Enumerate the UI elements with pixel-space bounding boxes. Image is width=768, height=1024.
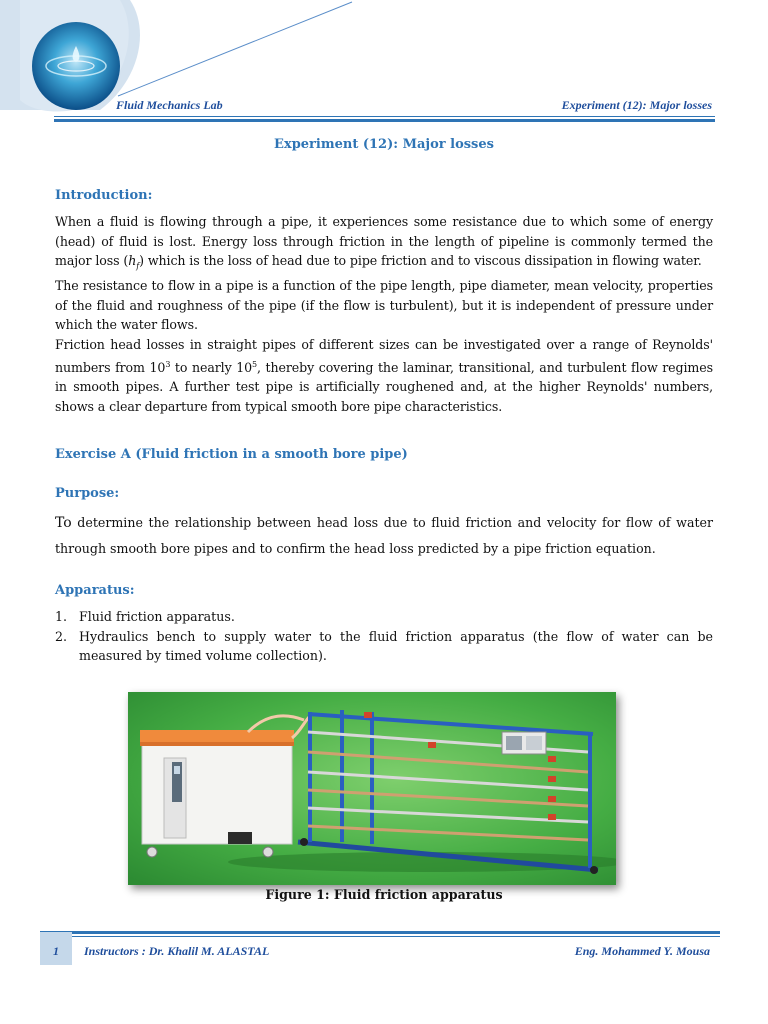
introduction-body [55, 212, 713, 417]
figure-frame [128, 692, 616, 885]
page-title: Experiment (12): Major losses [274, 137, 494, 152]
figure-caption: Figure 1: Fluid friction apparatus [265, 887, 503, 902]
header-left: Fluid Mechanics Lab [116, 98, 223, 112]
list-item: 2. Hydraulics bench to supply water to the fluid friction apparatus (the flow of water can be measured by timed volume collection). [55, 628, 713, 663]
header-rule-thin [54, 116, 715, 117]
introduction-paragraph-3: Friction head losses in straight pipes of different sizes can be investigated over a range of Reynolds' numbers from $10^3$ to nearly $10^5$, thereby covering the laminar, transitional, and turbulent flow regimes in smooth pipes. A further test pipe is artificially roughened and, at the higher Reynolds' numbers, shows a clear departure from typical smooth bore pipe characteristics. [55, 337, 713, 415]
introduction-paragraph-2: The resistance to flow in a pipe is a function of the pipe length, pipe diameter, mean velocity, properties of the fluid and roughness of the pipe (if the flow is turbulent), but it is independent of pressure under which the water flows. [55, 278, 713, 333]
footer-instructors: Instructors : Dr. Khalil M. ALASTAL [84, 944, 270, 958]
fluid-friction-apparatus-image [128, 692, 616, 885]
exercise-heading: Exercise A (Fluid friction in a smooth bore pipe) [55, 447, 408, 462]
list-item: 1. Fluid friction apparatus. [55, 609, 235, 624]
purpose-heading: Purpose: [55, 486, 120, 501]
purpose-first-word: To [55, 515, 72, 531]
purpose-body [55, 510, 713, 561]
footer-engineer: Eng. Mohammed Y. Mousa [574, 944, 710, 958]
apparatus-heading: Apparatus: [55, 583, 135, 598]
purpose-text: determine the relationship between head loss due to fluid friction and velocity for flow of water through smooth bore pipes and to confirm the head loss predicted by a pipe friction equation. [55, 515, 713, 556]
introduction-heading: Introduction: [55, 188, 153, 203]
introduction-paragraph-1: When a fluid is flowing through a pipe, it experiences some resistance due to which some of energy (head) of fluid is lost. Energy loss through friction in the length of pipeline is commonly termed the major loss $(h_f)$ which is the loss of head due to pipe friction and to viscous dissipation in flowing water. [55, 214, 713, 271]
footer-rule-thick [40, 931, 720, 934]
page-number: 1 [53, 944, 59, 958]
header-rule-thick [54, 119, 715, 122]
apparatus-list [55, 607, 713, 666]
header-right: Experiment (12): Major losses [561, 98, 712, 112]
footer-rule-thin [40, 936, 720, 937]
